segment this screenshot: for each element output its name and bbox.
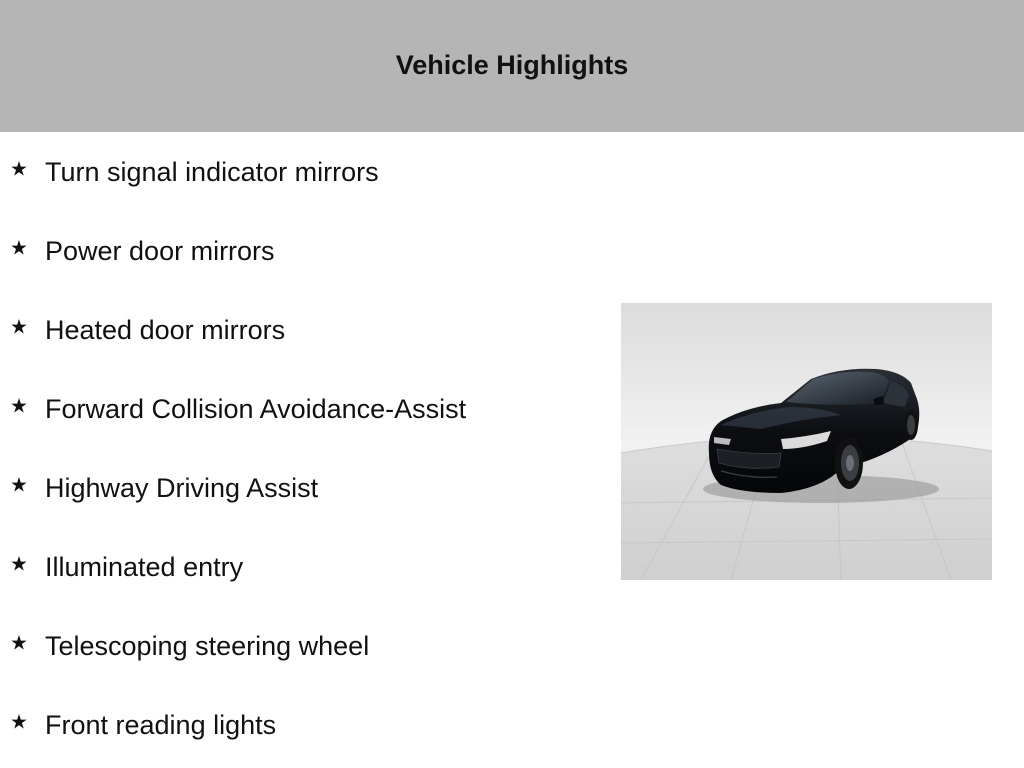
highlight-label: Forward Collision Avoidance-Assist: [45, 393, 467, 424]
highlight-label: Front reading lights: [45, 709, 277, 740]
list-item: [0, 389, 580, 429]
star-icon: ★: [10, 158, 28, 181]
star-icon: ★: [10, 237, 28, 260]
star-icon: ★: [10, 553, 28, 576]
list-item: [0, 626, 580, 666]
page-title: Vehicle Highlights: [395, 49, 629, 80]
page-header: [0, 0, 1024, 132]
list-item: [0, 152, 580, 192]
highlight-label: Telescoping steering wheel: [45, 630, 370, 661]
list-item: [0, 705, 580, 745]
list-item: [0, 231, 580, 271]
highlight-label: Power door mirrors: [45, 235, 275, 266]
highlight-label: Turn signal indicator mirrors: [45, 156, 379, 187]
list-item: [0, 468, 580, 508]
star-icon: ★: [10, 474, 28, 497]
star-icon: ★: [10, 316, 28, 339]
highlight-label: Heated door mirrors: [45, 314, 286, 345]
list-item: [0, 310, 580, 350]
list-item: [0, 547, 580, 587]
highlight-label: Illuminated entry: [45, 551, 244, 582]
star-icon: ★: [10, 632, 28, 655]
star-icon: ★: [10, 711, 28, 734]
vehicle-photo: [621, 303, 992, 580]
highlight-label: Highway Driving Assist: [45, 472, 319, 503]
star-icon: ★: [10, 395, 28, 418]
